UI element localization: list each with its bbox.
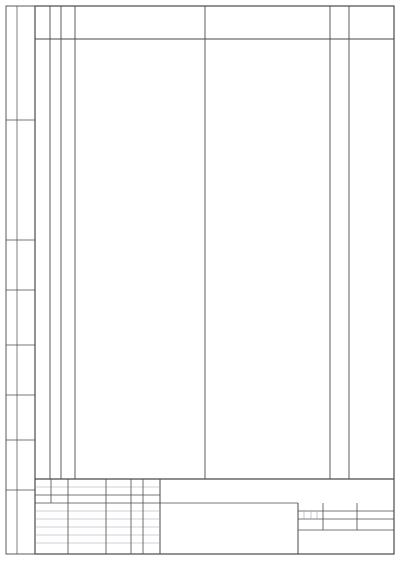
title-block [35,479,394,554]
table-grid [35,6,394,479]
outer-frame [35,6,394,554]
left-strip [6,6,35,554]
